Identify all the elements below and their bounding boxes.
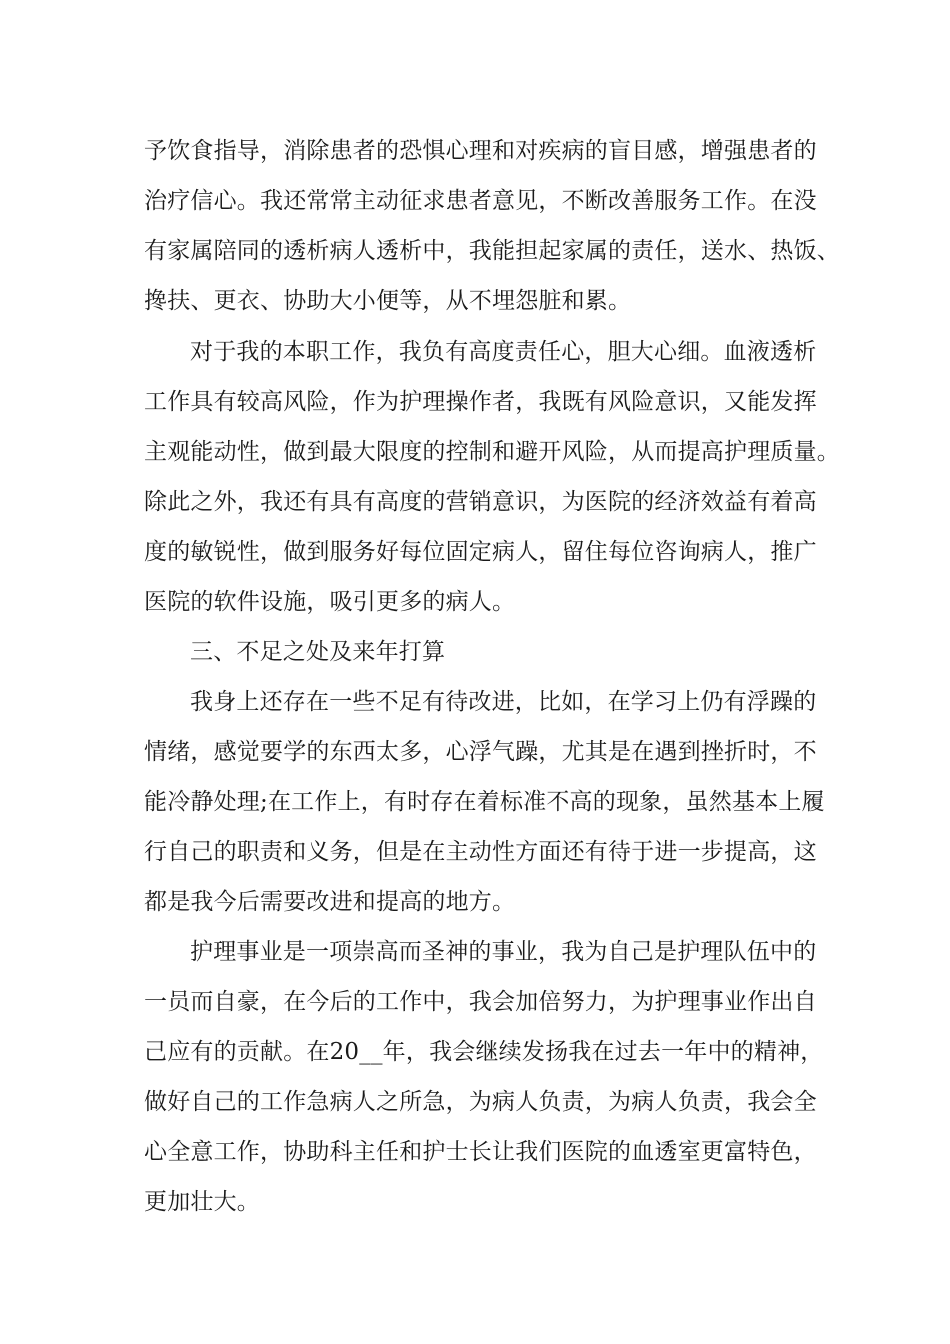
paragraph-first-line: 对于我的本职工作，我负有高度责任心，胆大心细。血液透析 bbox=[190, 339, 817, 365]
text-line: 工作具有较高风险，作为护理操作者，我既有风险意识，又能发挥 bbox=[144, 389, 817, 415]
text-line: 更加壮大。 bbox=[144, 1189, 260, 1215]
text-line: 度的敏锐性，做到服务好每位固定病人，留住每位咨询病人，推广 bbox=[144, 539, 817, 565]
text-line: 都是我今后需要改进和提高的地方。 bbox=[144, 889, 516, 915]
text-line: 搀扶、更衣、协助大小便等，从不埋怨脏和累。 bbox=[144, 288, 632, 314]
text-line: 己应有的贡献。在20__年，我会继续发扬我在过去一年中的精神， bbox=[144, 1039, 824, 1065]
text-line: 行自己的职责和义务，但是在主动性方面还有待于进一步提高，这 bbox=[144, 839, 817, 865]
text-line: 除此之外，我还有具有高度的营销意识，为医院的经济效益有着高 bbox=[144, 489, 817, 515]
text-line: 情绪，感觉要学的东西太多，心浮气躁，尤其是在遇到挫折时，不 bbox=[144, 739, 817, 765]
text-line: 主观能动性，做到最大限度的控制和避开风险，从而提高护理质量。 bbox=[144, 439, 840, 465]
text-line: 有家属陪同的透析病人透析中，我能担起家属的责任，送水、热饭、 bbox=[144, 238, 840, 264]
text-line: 一员而自豪，在今后的工作中，我会加倍努力，为护理事业作出自 bbox=[144, 989, 817, 1015]
text-line: 心全意工作，协助科主任和护士长让我们医院的血透室更富特色， bbox=[144, 1139, 817, 1165]
paragraph-first-line: 护理事业是一项崇高而圣神的事业，我为自己是护理队伍中的 bbox=[190, 939, 817, 965]
section-heading: 三、不足之处及来年打算 bbox=[190, 639, 446, 665]
text-line: 予饮食指导，消除患者的恐惧心理和对疾病的盲目感，增强患者的 bbox=[144, 138, 817, 164]
paragraph-first-line: 我身上还存在一些不足有待改进，比如，在学习上仍有浮躁的 bbox=[190, 689, 817, 715]
text-line: 治疗信心。我还常常主动征求患者意见，不断改善服务工作。在没 bbox=[144, 188, 817, 214]
text-line: 做好自己的工作急病人之所急，为病人负责，为病人负责，我会全 bbox=[144, 1089, 817, 1115]
text-line: 医院的软件设施，吸引更多的病人。 bbox=[144, 589, 516, 615]
text-line: 能冷静处理;在工作上，有时存在着标准不高的现象，虽然基本上履 bbox=[144, 789, 825, 815]
